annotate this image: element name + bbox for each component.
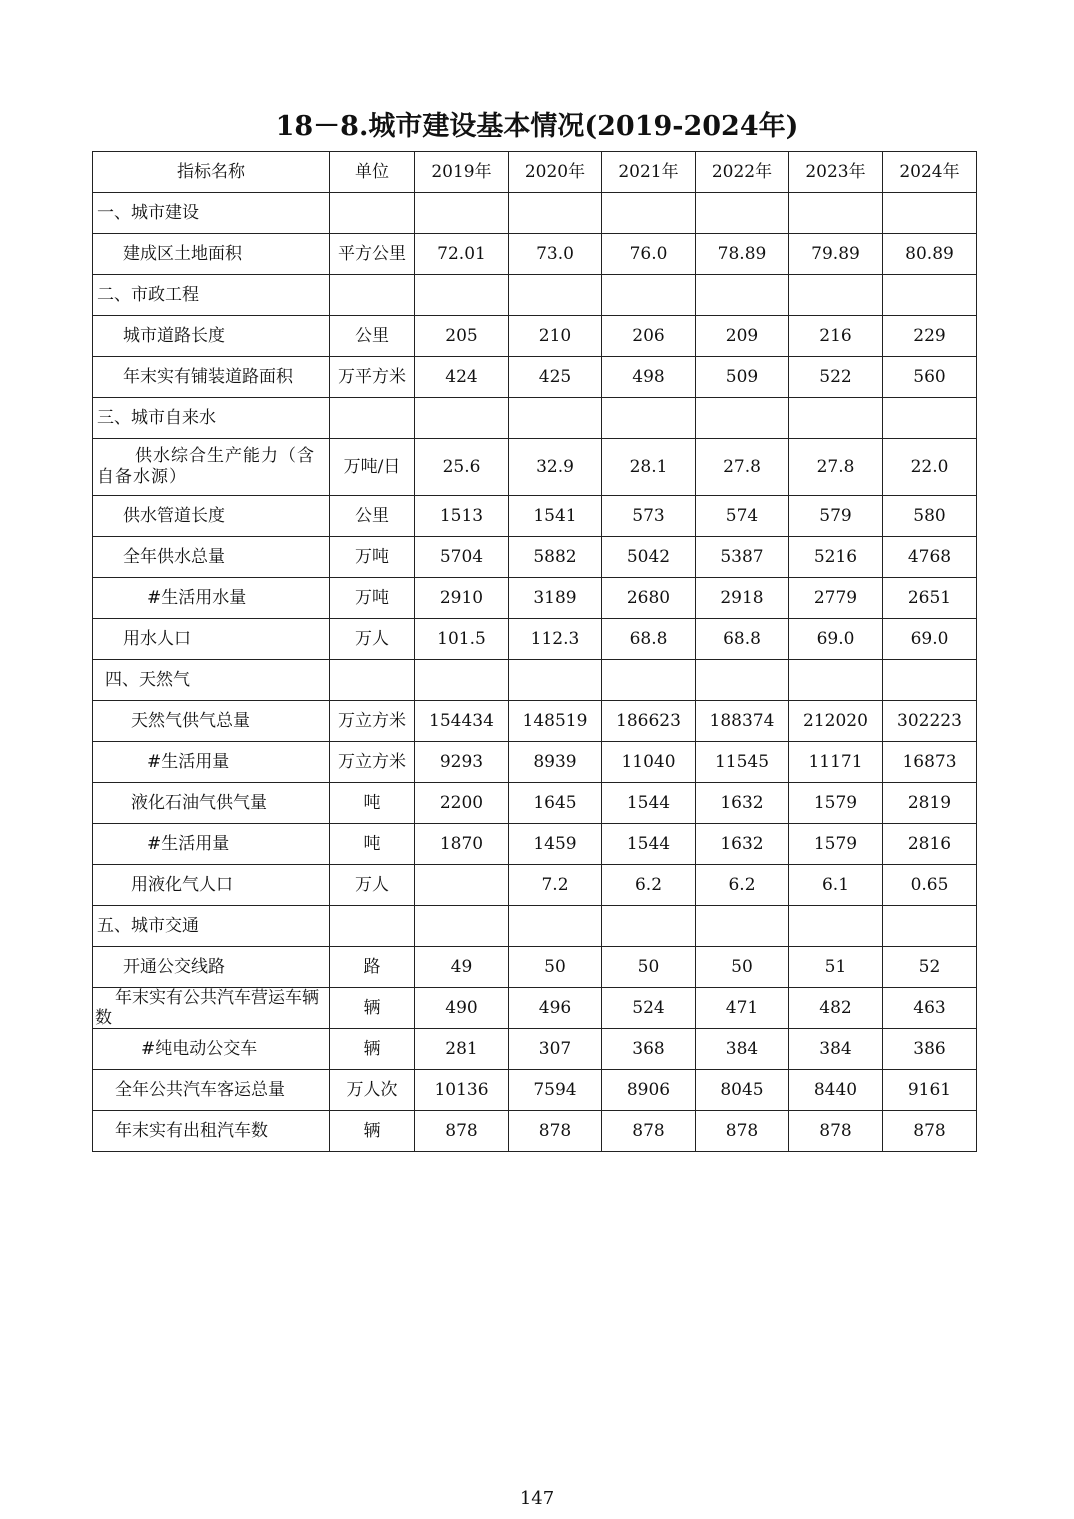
row-value: 1544 (602, 783, 696, 824)
row-value: 560 (883, 357, 977, 398)
row-value: 32.9 (509, 439, 602, 496)
row-unit (330, 275, 415, 316)
row-value: 0.65 (883, 865, 977, 906)
row-value: 79.89 (789, 234, 883, 275)
row-unit (330, 906, 415, 947)
row-unit: 万人 (330, 865, 415, 906)
row-value: 878 (696, 1111, 789, 1152)
header-unit: 单位 (330, 152, 415, 193)
row-value: 384 (696, 1029, 789, 1070)
row-value (696, 398, 789, 439)
row-value: 1632 (696, 824, 789, 865)
row-value: 8440 (789, 1070, 883, 1111)
row-name: 全年供水总量 (93, 537, 330, 578)
header-year: 2023年 (789, 152, 883, 193)
row-value: 878 (509, 1111, 602, 1152)
row-value (415, 398, 509, 439)
row-unit: 辆 (330, 988, 415, 1029)
table-row (93, 578, 977, 619)
statistics-table (92, 151, 977, 1152)
table-row (93, 865, 977, 906)
row-value: 2651 (883, 578, 977, 619)
row-value: 69.0 (883, 619, 977, 660)
row-value: 50 (509, 947, 602, 988)
row-value (696, 275, 789, 316)
row-value: 205 (415, 316, 509, 357)
row-value: 188374 (696, 701, 789, 742)
row-value: 80.89 (883, 234, 977, 275)
row-unit: 平方公里 (330, 234, 415, 275)
row-value: 11040 (602, 742, 696, 783)
row-value: 5882 (509, 537, 602, 578)
row-value (415, 193, 509, 234)
row-unit (330, 660, 415, 701)
row-value: 73.0 (509, 234, 602, 275)
page-number: 147 (519, 1488, 555, 1509)
table-row (93, 783, 977, 824)
table-row (93, 742, 977, 783)
row-name: 用液化气人口 (93, 865, 330, 906)
row-unit: 万立方米 (330, 742, 415, 783)
row-value: 524 (602, 988, 696, 1029)
row-value: 2200 (415, 783, 509, 824)
row-unit: 万立方米 (330, 701, 415, 742)
table-row (93, 439, 977, 496)
row-value: 7.2 (509, 865, 602, 906)
row-name: 四、天然气 (93, 660, 330, 701)
row-value (789, 906, 883, 947)
row-value: 101.5 (415, 619, 509, 660)
row-value: 2816 (883, 824, 977, 865)
table-row (93, 1111, 977, 1152)
row-value: 50 (696, 947, 789, 988)
row-unit: 吨 (330, 783, 415, 824)
row-value: 471 (696, 988, 789, 1029)
row-value (696, 906, 789, 947)
row-value: 186623 (602, 701, 696, 742)
row-value: 2680 (602, 578, 696, 619)
row-value: 8045 (696, 1070, 789, 1111)
row-value: 72.01 (415, 234, 509, 275)
table-row (93, 947, 977, 988)
row-value: 878 (883, 1111, 977, 1152)
row-value: 1870 (415, 824, 509, 865)
table-row (93, 701, 977, 742)
row-value: 28.1 (602, 439, 696, 496)
table-row (93, 988, 977, 1029)
table-row (93, 660, 977, 701)
row-unit: 万吨/日 (330, 439, 415, 496)
table-row (93, 275, 977, 316)
row-name: 全年公共汽车客运总量 (93, 1070, 330, 1111)
row-name: 天然气供气总量 (93, 701, 330, 742)
row-value: 27.8 (696, 439, 789, 496)
row-value: 68.8 (602, 619, 696, 660)
row-unit: 公里 (330, 496, 415, 537)
row-value (509, 193, 602, 234)
row-value (415, 865, 509, 906)
row-value (415, 275, 509, 316)
row-unit: 路 (330, 947, 415, 988)
row-value (789, 398, 883, 439)
row-value: 22.0 (883, 439, 977, 496)
row-value: 210 (509, 316, 602, 357)
table-row (93, 619, 977, 660)
row-value: 3189 (509, 578, 602, 619)
row-value: 8939 (509, 742, 602, 783)
table-row (93, 316, 977, 357)
row-unit: 辆 (330, 1029, 415, 1070)
row-value (602, 398, 696, 439)
row-value: 9293 (415, 742, 509, 783)
header-year: 2020年 (509, 152, 602, 193)
row-unit: 万吨 (330, 537, 415, 578)
row-value: 6.2 (696, 865, 789, 906)
row-value: 498 (602, 357, 696, 398)
header-year: 2019年 (415, 152, 509, 193)
row-value: 76.0 (602, 234, 696, 275)
row-value: 425 (509, 357, 602, 398)
header-year: 2021年 (602, 152, 696, 193)
row-value: 49 (415, 947, 509, 988)
row-name: 五、城市交通 (93, 906, 330, 947)
row-value: 1579 (789, 783, 883, 824)
row-value: 1513 (415, 496, 509, 537)
row-value (696, 193, 789, 234)
row-value: 1632 (696, 783, 789, 824)
row-value: 25.6 (415, 439, 509, 496)
table-row (93, 496, 977, 537)
row-name: 年末实有出租汽车数 (93, 1111, 330, 1152)
row-value: 50 (602, 947, 696, 988)
row-value: 206 (602, 316, 696, 357)
row-value: 1544 (602, 824, 696, 865)
row-value: 878 (602, 1111, 696, 1152)
row-name: 用水人口 (93, 619, 330, 660)
row-value (789, 193, 883, 234)
row-value: 154434 (415, 701, 509, 742)
row-value: 384 (789, 1029, 883, 1070)
row-value: 148519 (509, 701, 602, 742)
row-value: 463 (883, 988, 977, 1029)
row-value: 5216 (789, 537, 883, 578)
table-row (93, 234, 977, 275)
row-value (602, 275, 696, 316)
row-unit: 万平方米 (330, 357, 415, 398)
row-value: 1579 (789, 824, 883, 865)
table-row (93, 193, 977, 234)
table-row (93, 1029, 977, 1070)
row-value: 16873 (883, 742, 977, 783)
table-row (93, 398, 977, 439)
row-value: 482 (789, 988, 883, 1029)
row-value (883, 398, 977, 439)
row-value: 573 (602, 496, 696, 537)
row-name: 液化石油气供气量 (93, 783, 330, 824)
row-value: 229 (883, 316, 977, 357)
row-value (789, 660, 883, 701)
row-name: #生活用水量 (93, 578, 330, 619)
row-value: 9161 (883, 1070, 977, 1111)
row-value: 522 (789, 357, 883, 398)
row-value: 2779 (789, 578, 883, 619)
row-value: 7594 (509, 1070, 602, 1111)
row-value: 8906 (602, 1070, 696, 1111)
row-value: 52 (883, 947, 977, 988)
row-value: 368 (602, 1029, 696, 1070)
row-value: 281 (415, 1029, 509, 1070)
row-value: 2819 (883, 783, 977, 824)
row-value (602, 193, 696, 234)
row-value (509, 660, 602, 701)
row-value: 51 (789, 947, 883, 988)
row-name: #纯电动公交车 (93, 1029, 330, 1070)
row-value: 1645 (509, 783, 602, 824)
row-name: 年末实有铺装道路面积 (93, 357, 330, 398)
row-value: 496 (509, 988, 602, 1029)
row-value (509, 906, 602, 947)
row-value: 68.8 (696, 619, 789, 660)
row-value (509, 398, 602, 439)
row-unit (330, 398, 415, 439)
row-value (509, 275, 602, 316)
row-value: 10136 (415, 1070, 509, 1111)
row-value (415, 660, 509, 701)
row-unit (330, 193, 415, 234)
row-value: 580 (883, 496, 977, 537)
row-name: 供水管道长度 (93, 496, 330, 537)
row-value (415, 906, 509, 947)
row-value: 386 (883, 1029, 977, 1070)
row-value: 5042 (602, 537, 696, 578)
row-name: 三、城市自来水 (93, 398, 330, 439)
row-value: 5387 (696, 537, 789, 578)
row-value: 216 (789, 316, 883, 357)
row-unit: 公里 (330, 316, 415, 357)
table-row (93, 906, 977, 947)
row-value: 212020 (789, 701, 883, 742)
table-row (93, 357, 977, 398)
row-value: 579 (789, 496, 883, 537)
header-name: 指标名称 (93, 152, 330, 193)
row-value: 27.8 (789, 439, 883, 496)
row-name: 一、城市建设 (93, 193, 330, 234)
row-value: 5704 (415, 537, 509, 578)
row-value (883, 193, 977, 234)
row-unit: 万吨 (330, 578, 415, 619)
row-unit: 辆 (330, 1111, 415, 1152)
row-value: 6.1 (789, 865, 883, 906)
row-value (883, 660, 977, 701)
row-value (696, 660, 789, 701)
row-name: 二、市政工程 (93, 275, 330, 316)
row-value: 6.2 (602, 865, 696, 906)
row-value: 69.0 (789, 619, 883, 660)
row-value: 509 (696, 357, 789, 398)
row-value: 878 (415, 1111, 509, 1152)
row-value: 11171 (789, 742, 883, 783)
row-name: 开通公交线路 (93, 947, 330, 988)
row-value: 11545 (696, 742, 789, 783)
row-value (602, 906, 696, 947)
row-value: 112.3 (509, 619, 602, 660)
row-value: 1541 (509, 496, 602, 537)
row-unit: 万人 (330, 619, 415, 660)
row-name: 年末实有公共汽车营运车辆数 (93, 988, 330, 1029)
row-value (883, 275, 977, 316)
row-value: 209 (696, 316, 789, 357)
row-value: 878 (789, 1111, 883, 1152)
row-value: 1459 (509, 824, 602, 865)
row-value: 307 (509, 1029, 602, 1070)
row-name: 供水综合生产能力（含自备水源） (93, 439, 330, 496)
table-row (93, 824, 977, 865)
page-title: 18－8.城市建设基本情况(2019-2024年) (275, 111, 799, 142)
header-row (93, 152, 977, 193)
row-value: 4768 (883, 537, 977, 578)
header-year: 2022年 (696, 152, 789, 193)
row-name: #生活用量 (93, 742, 330, 783)
row-value (883, 906, 977, 947)
row-value: 574 (696, 496, 789, 537)
row-value: 2918 (696, 578, 789, 619)
row-value: 78.89 (696, 234, 789, 275)
row-value: 490 (415, 988, 509, 1029)
row-name: 建成区土地面积 (93, 234, 330, 275)
table-row (93, 537, 977, 578)
row-value (602, 660, 696, 701)
table-row (93, 1070, 977, 1111)
row-value (789, 275, 883, 316)
row-value: 424 (415, 357, 509, 398)
row-unit: 万人次 (330, 1070, 415, 1111)
row-unit: 吨 (330, 824, 415, 865)
row-name: #生活用量 (93, 824, 330, 865)
table-body (93, 193, 977, 1152)
row-value: 302223 (883, 701, 977, 742)
header-year: 2024年 (883, 152, 977, 193)
row-name: 城市道路长度 (93, 316, 330, 357)
row-value: 2910 (415, 578, 509, 619)
